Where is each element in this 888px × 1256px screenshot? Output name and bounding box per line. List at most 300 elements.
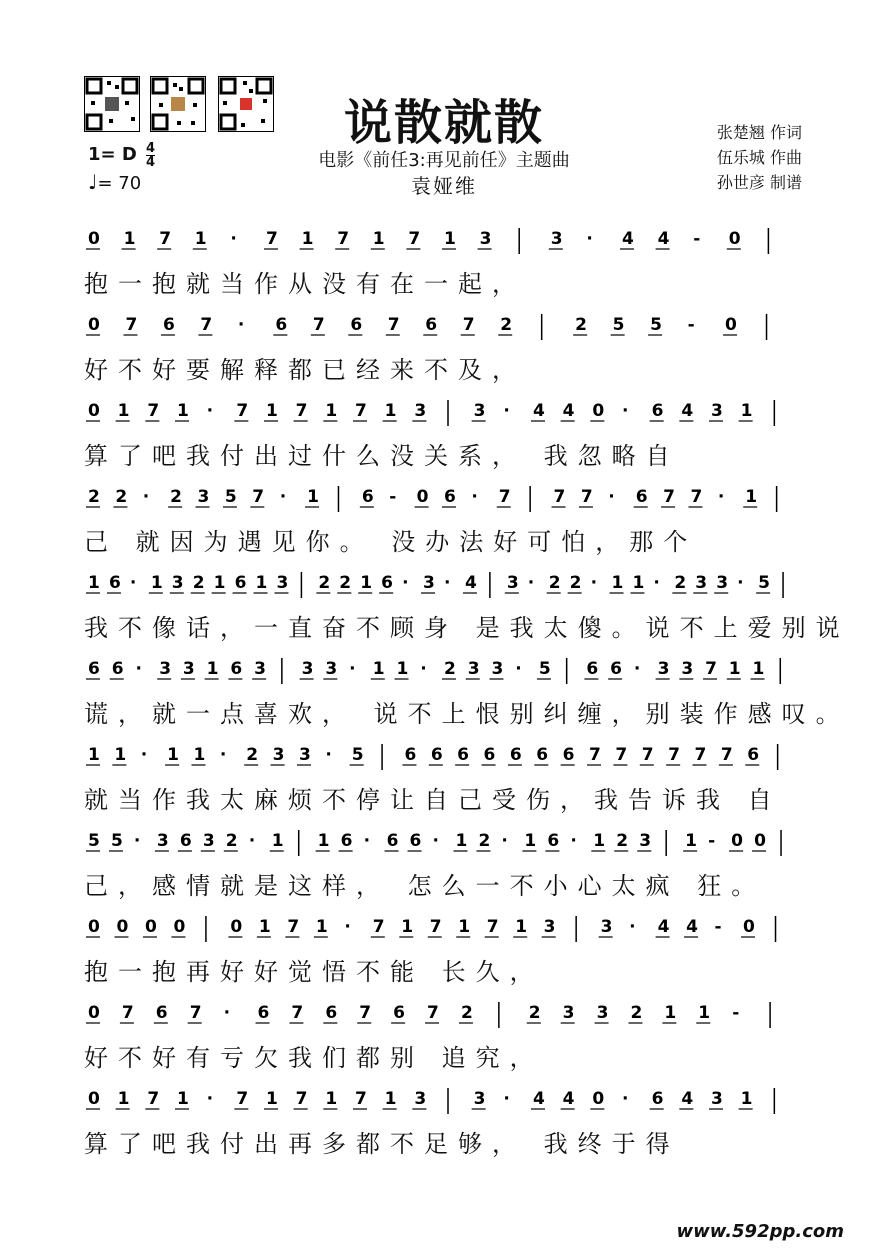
note-glyph: 7 bbox=[429, 917, 442, 937]
note-glyph: 7 bbox=[641, 745, 654, 765]
note-glyph: 3 bbox=[479, 229, 492, 249]
note-glyph: 0 bbox=[592, 401, 605, 421]
note-glyph: - bbox=[714, 917, 722, 937]
note-glyph: 1 bbox=[325, 401, 338, 421]
note-glyph: 4 bbox=[464, 573, 477, 593]
note-glyph: · bbox=[444, 573, 451, 593]
time-signature bbox=[146, 142, 155, 169]
notation-line bbox=[84, 828, 804, 862]
note-glyph: 7 bbox=[295, 401, 308, 421]
note-glyph: 3 bbox=[491, 659, 504, 679]
note-glyph: - bbox=[708, 831, 716, 851]
note-glyph: · bbox=[344, 917, 351, 937]
note-glyph: 6 bbox=[230, 659, 243, 679]
note-glyph: 6 bbox=[179, 831, 192, 851]
note-glyph: 4 bbox=[562, 401, 575, 421]
note-glyph: 3 bbox=[550, 229, 563, 249]
note-glyph: · bbox=[503, 401, 510, 421]
note-glyph: 4 bbox=[657, 917, 670, 937]
note-glyph: 1 bbox=[177, 1089, 189, 1109]
note-glyph: 3 bbox=[657, 659, 670, 679]
note-glyph: 2 bbox=[339, 573, 352, 593]
note-glyph: 6 bbox=[108, 573, 121, 593]
note-glyph: 3 bbox=[171, 573, 184, 593]
note-glyph: 0 bbox=[88, 917, 100, 937]
note-glyph: · bbox=[570, 831, 577, 851]
note-glyph: 0 bbox=[592, 1089, 605, 1109]
note-glyph: 5 bbox=[110, 831, 123, 851]
note-glyph: 7 bbox=[427, 1003, 439, 1023]
note-glyph: 2 bbox=[569, 573, 582, 593]
note-glyph: 2 bbox=[548, 573, 561, 593]
notation-line bbox=[84, 742, 804, 776]
notation-svg bbox=[84, 1086, 804, 1120]
lyric-line: 抱一抱再好好觉悟不能 长久， bbox=[84, 958, 544, 986]
note-glyph: 7 bbox=[498, 487, 511, 507]
note-glyph: 6 bbox=[234, 573, 247, 593]
note-glyph: 3 bbox=[711, 1089, 723, 1109]
score-system bbox=[84, 226, 804, 310]
note-glyph: 6 bbox=[430, 745, 443, 765]
note-glyph: · bbox=[402, 573, 409, 593]
note-glyph: 6 bbox=[610, 659, 622, 679]
note-glyph: 1 bbox=[307, 487, 319, 507]
note-glyph: 7 bbox=[355, 1089, 367, 1109]
note-glyph: 0 bbox=[725, 315, 737, 335]
note-glyph: 0 bbox=[88, 1089, 100, 1109]
note-glyph: 7 bbox=[287, 917, 300, 937]
lyricist-credit: 张楚翘 作词 bbox=[716, 123, 802, 142]
lyric-line: 谎，就一点喜欢， 说不上恨别纠缠，别装作感叹。 bbox=[84, 700, 850, 728]
note-glyph: · bbox=[608, 487, 615, 507]
note-glyph: 1 bbox=[266, 401, 278, 421]
note-glyph: 3 bbox=[414, 1089, 427, 1109]
note-glyph: 1 bbox=[396, 659, 409, 679]
note-glyph: 3 bbox=[325, 659, 338, 679]
note-glyph: 1 bbox=[664, 1003, 677, 1023]
note-glyph: 1 bbox=[271, 831, 284, 851]
note-glyph: 1 bbox=[114, 745, 127, 765]
singer-name: 袁娅维 bbox=[411, 174, 477, 198]
note-glyph: 1 bbox=[611, 573, 624, 593]
note-glyph: 1 bbox=[593, 831, 606, 851]
score-system bbox=[84, 828, 804, 912]
note-glyph: 3 bbox=[711, 401, 723, 421]
note-glyph: 7 bbox=[408, 229, 421, 249]
note-glyph: - bbox=[687, 315, 695, 335]
note-glyph: 2 bbox=[318, 573, 331, 593]
note-glyph: 6 bbox=[350, 315, 363, 335]
notation-line bbox=[84, 914, 804, 948]
note-glyph: 7 bbox=[252, 487, 265, 507]
note-glyph: 3 bbox=[301, 659, 314, 679]
score-system bbox=[84, 398, 804, 482]
note-glyph: - bbox=[732, 1003, 740, 1023]
note-glyph: 1 bbox=[194, 229, 207, 249]
note-glyph: 0 bbox=[743, 917, 755, 937]
note-glyph: 7 bbox=[295, 1089, 308, 1109]
note-glyph: 3 bbox=[716, 573, 729, 593]
note-glyph: 4 bbox=[657, 229, 670, 249]
notation-svg bbox=[84, 570, 804, 604]
note-glyph: 7 bbox=[159, 229, 172, 249]
note-glyph: 1 bbox=[384, 1089, 397, 1109]
note-glyph: · bbox=[629, 917, 636, 937]
note-glyph: 2 bbox=[528, 1003, 541, 1023]
notation-line bbox=[84, 312, 804, 346]
score-system bbox=[84, 1000, 804, 1084]
note-glyph: 2 bbox=[246, 745, 259, 765]
lyric-line: 就当作我太麻烦不停让自己受伤，我告诉我 自 bbox=[84, 786, 782, 814]
notation-line bbox=[84, 1086, 804, 1120]
note-glyph: 1 bbox=[728, 659, 741, 679]
note-glyph: 2 bbox=[225, 831, 238, 851]
note-glyph: 0 bbox=[88, 1003, 100, 1023]
note-glyph: 6 bbox=[257, 1003, 270, 1023]
note-glyph: 6 bbox=[509, 745, 522, 765]
note-glyph: · bbox=[349, 659, 356, 679]
note-glyph: 7 bbox=[486, 917, 499, 937]
note-glyph: 1 bbox=[206, 659, 219, 679]
notation-svg bbox=[84, 484, 804, 518]
arranger-credit: 孙世彦 制谱 bbox=[716, 173, 802, 192]
note-glyph: 7 bbox=[387, 315, 400, 335]
note-glyph: 6 bbox=[361, 487, 374, 507]
note-glyph: 7 bbox=[147, 1089, 160, 1109]
note-glyph: 2 bbox=[170, 487, 182, 507]
note-glyph: 3 bbox=[596, 1003, 609, 1023]
notation-line bbox=[84, 570, 804, 604]
note-glyph: · bbox=[503, 1089, 510, 1109]
note-glyph: 1 bbox=[255, 573, 268, 593]
note-glyph: - bbox=[693, 229, 701, 249]
note-glyph: 7 bbox=[337, 229, 350, 249]
notation-svg bbox=[84, 656, 804, 690]
note-glyph: 4 bbox=[681, 401, 694, 421]
note-glyph: 6 bbox=[562, 745, 575, 765]
time-sig-bottom: 4 bbox=[146, 155, 156, 170]
note-glyph: 0 bbox=[116, 917, 129, 937]
note-glyph: 0 bbox=[754, 831, 766, 851]
note-glyph: 3 bbox=[473, 1089, 486, 1109]
note-glyph: 6 bbox=[155, 1003, 168, 1023]
note-glyph: 1 bbox=[258, 917, 271, 937]
credits bbox=[717, 120, 802, 195]
score-system bbox=[84, 484, 804, 568]
note-glyph: - bbox=[389, 487, 397, 507]
note-glyph: 4 bbox=[622, 229, 634, 249]
note-glyph: 1 bbox=[88, 573, 100, 593]
note-glyph: 3 bbox=[681, 659, 694, 679]
note-glyph: 2 bbox=[674, 573, 687, 593]
note-glyph: 0 bbox=[88, 229, 100, 249]
note-glyph: 6 bbox=[325, 1003, 338, 1023]
score-system bbox=[84, 1086, 804, 1170]
note-glyph: 0 bbox=[728, 229, 741, 249]
score-system bbox=[84, 312, 804, 396]
notation-line bbox=[84, 484, 804, 518]
note-glyph: 0 bbox=[230, 917, 243, 937]
note-glyph: 5 bbox=[351, 745, 364, 765]
note-glyph: 3 bbox=[254, 659, 266, 679]
note-glyph: 2 bbox=[575, 315, 588, 335]
note-glyph: 1 bbox=[177, 401, 189, 421]
note-glyph: 1 bbox=[698, 1003, 711, 1023]
score-system bbox=[84, 570, 850, 654]
note-glyph: · bbox=[590, 573, 598, 593]
note-glyph: 1 bbox=[372, 229, 385, 249]
note-glyph: 6 bbox=[88, 659, 100, 679]
note-glyph: 6 bbox=[162, 315, 175, 335]
note-glyph: 1 bbox=[524, 831, 537, 851]
note-glyph: 1 bbox=[301, 229, 314, 249]
note-glyph: 5 bbox=[224, 487, 237, 507]
notation-svg bbox=[84, 312, 804, 346]
note-glyph: · bbox=[633, 659, 641, 679]
note-glyph: 3 bbox=[159, 659, 172, 679]
note-glyph: 7 bbox=[580, 487, 593, 507]
note-glyph: 7 bbox=[553, 487, 566, 507]
note-glyph: 1 bbox=[458, 917, 471, 937]
note-glyph: · bbox=[219, 745, 227, 765]
note-glyph: 1 bbox=[745, 487, 758, 507]
note-glyph: 1 bbox=[317, 831, 330, 851]
note-glyph: 3 bbox=[272, 745, 285, 765]
note-glyph: 0 bbox=[88, 315, 100, 335]
lyric-line: 好不好有亏欠我们都别 追究， bbox=[84, 1044, 544, 1072]
note-glyph: 7 bbox=[189, 1003, 202, 1023]
note-glyph: 3 bbox=[467, 659, 480, 679]
note-glyph: 2 bbox=[444, 659, 456, 679]
notation-svg bbox=[84, 914, 804, 948]
note-glyph: 2 bbox=[115, 487, 128, 507]
score-system bbox=[84, 914, 804, 998]
note-glyph: · bbox=[622, 1089, 629, 1109]
note-glyph: 6 bbox=[651, 1089, 664, 1109]
note-glyph: 1 bbox=[752, 659, 765, 679]
notation-line bbox=[84, 1000, 804, 1034]
note-glyph: · bbox=[325, 745, 332, 765]
note-glyph: 7 bbox=[266, 229, 278, 249]
note-glyph: 6 bbox=[547, 831, 560, 851]
notation-line bbox=[84, 226, 804, 260]
note-glyph: 1 bbox=[685, 831, 698, 851]
note-glyph: 1 bbox=[117, 1089, 130, 1109]
note-glyph: 7 bbox=[355, 401, 367, 421]
note-glyph: 1 bbox=[740, 1089, 753, 1109]
site-watermark: www.592pp.com bbox=[676, 1221, 844, 1242]
note-glyph: 2 bbox=[630, 1003, 643, 1023]
note-glyph: 3 bbox=[639, 831, 652, 851]
note-glyph: 7 bbox=[705, 659, 717, 679]
note-glyph: · bbox=[140, 745, 148, 765]
lyric-line: 己 就因为遇见你。 没办法好可怕，那个 bbox=[84, 528, 698, 556]
note-glyph: · bbox=[737, 573, 744, 593]
note-glyph: 6 bbox=[425, 315, 438, 335]
key-signature: 1= D bbox=[88, 144, 137, 165]
note-glyph: 2 bbox=[88, 487, 100, 507]
note-glyph: 6 bbox=[386, 831, 399, 851]
note-glyph: 6 bbox=[409, 831, 422, 851]
note-glyph: 7 bbox=[462, 315, 475, 335]
note-glyph: · bbox=[653, 573, 660, 593]
note-glyph: 7 bbox=[668, 745, 680, 765]
note-glyph: 0 bbox=[88, 401, 100, 421]
notation-svg bbox=[84, 1000, 804, 1034]
note-glyph: · bbox=[363, 831, 371, 851]
note-glyph: 6 bbox=[651, 401, 664, 421]
note-glyph: 7 bbox=[720, 745, 733, 765]
note-glyph: 4 bbox=[686, 917, 698, 937]
note-glyph: 3 bbox=[156, 831, 169, 851]
note-glyph: 7 bbox=[312, 315, 325, 335]
note-glyph: 7 bbox=[694, 745, 707, 765]
note-glyph: 5 bbox=[538, 659, 551, 679]
notation-svg bbox=[84, 226, 804, 260]
note-glyph: 0 bbox=[416, 487, 429, 507]
score-system bbox=[84, 656, 850, 740]
note-glyph: 5 bbox=[88, 831, 100, 851]
notation-line bbox=[84, 656, 804, 690]
notation-line bbox=[84, 398, 804, 432]
tempo-marking bbox=[88, 170, 141, 194]
note-glyph: · bbox=[230, 229, 237, 249]
note-glyph: 7 bbox=[147, 401, 160, 421]
note-glyph: · bbox=[501, 831, 508, 851]
note-glyph: 4 bbox=[533, 401, 545, 421]
note-glyph: 1 bbox=[123, 229, 136, 249]
note-glyph: 6 bbox=[393, 1003, 405, 1023]
song-title: 说散就散 bbox=[343, 95, 544, 151]
note-glyph: 2 bbox=[460, 1003, 473, 1023]
note-glyph: · bbox=[420, 659, 427, 679]
lyric-line: 算了吧我付出过什么没关系， 我忽略自 bbox=[84, 442, 680, 470]
notation-svg bbox=[84, 742, 804, 776]
note-glyph: 7 bbox=[236, 401, 249, 421]
lyric-line: 好不好要解释都已经来不及， bbox=[84, 356, 526, 384]
note-glyph: 3 bbox=[182, 659, 195, 679]
note-glyph: 1 bbox=[325, 1089, 338, 1109]
time-sig-top: 4 bbox=[146, 141, 156, 156]
note-glyph: 6 bbox=[444, 487, 456, 507]
note-glyph: 2 bbox=[478, 831, 491, 851]
note-glyph: 3 bbox=[414, 401, 427, 421]
note-glyph: · bbox=[223, 1003, 231, 1023]
note-glyph: · bbox=[586, 229, 593, 249]
note-glyph: · bbox=[237, 315, 245, 335]
lyric-line: 己，感情就是这样， 怎么一不小心太疯 狂。 bbox=[84, 872, 766, 900]
note-glyph: 6 bbox=[536, 745, 549, 765]
note-glyph: · bbox=[717, 487, 725, 507]
notation-svg bbox=[84, 828, 804, 862]
lyric-line: 抱一抱就当作从没有在一起， bbox=[84, 270, 526, 298]
note-glyph: · bbox=[142, 487, 150, 507]
note-glyph: 4 bbox=[533, 1089, 545, 1109]
note-glyph: · bbox=[515, 659, 522, 679]
note-glyph: 7 bbox=[690, 487, 703, 507]
note-glyph: 7 bbox=[663, 487, 675, 507]
note-glyph: 1 bbox=[444, 229, 456, 249]
note-glyph: 1 bbox=[372, 659, 385, 679]
note-glyph: 1 bbox=[88, 745, 100, 765]
tempo-value: = 70 bbox=[97, 173, 142, 194]
composer-credit: 伍乐城 作曲 bbox=[716, 148, 802, 167]
note-glyph: 3 bbox=[695, 573, 708, 593]
note-glyph: 6 bbox=[340, 831, 353, 851]
note-glyph: 0 bbox=[731, 831, 743, 851]
note-glyph: 1 bbox=[167, 745, 179, 765]
notation-svg bbox=[84, 398, 804, 432]
note-glyph: · bbox=[129, 573, 137, 593]
note-glyph: 7 bbox=[359, 1003, 372, 1023]
note-glyph: 3 bbox=[202, 831, 215, 851]
note-glyph: · bbox=[248, 831, 256, 851]
note-glyph: 6 bbox=[111, 659, 124, 679]
note-glyph: 2 bbox=[616, 831, 629, 851]
note-glyph: 7 bbox=[121, 1003, 134, 1023]
lyric-line: 算了吧我付出再多都不足够， 我终于得 bbox=[84, 1130, 680, 1158]
note-glyph: 7 bbox=[291, 1003, 304, 1023]
note-glyph: 6 bbox=[586, 659, 599, 679]
lyric-line: 我不像话，一直奋不顾身 是我太傻。说不上爱别说 bbox=[84, 614, 850, 642]
note-glyph: 5 bbox=[758, 573, 770, 593]
note-glyph: 2 bbox=[500, 315, 513, 335]
note-glyph: 1 bbox=[401, 917, 414, 937]
note-glyph: · bbox=[133, 831, 141, 851]
note-glyph: 7 bbox=[372, 917, 385, 937]
note-glyph: 7 bbox=[615, 745, 628, 765]
note-glyph: 6 bbox=[275, 315, 288, 335]
note-glyph: · bbox=[206, 401, 214, 421]
note-glyph: 6 bbox=[381, 573, 394, 593]
song-subtitle: 电影《前任3:再见前任》主题曲 bbox=[318, 150, 570, 171]
note-glyph: 1 bbox=[384, 401, 397, 421]
note-glyph: 7 bbox=[589, 745, 601, 765]
note-glyph: 1 bbox=[315, 917, 328, 937]
score-system bbox=[84, 742, 804, 826]
note-glyph: 6 bbox=[483, 745, 496, 765]
note-glyph: 4 bbox=[681, 1089, 694, 1109]
note-glyph: · bbox=[432, 831, 439, 851]
note-glyph: 3 bbox=[543, 917, 556, 937]
note-glyph: 1 bbox=[213, 573, 226, 593]
note-glyph: 7 bbox=[236, 1089, 249, 1109]
note-glyph: 3 bbox=[276, 573, 289, 593]
note-glyph: 1 bbox=[193, 745, 206, 765]
note-glyph: 6 bbox=[457, 745, 470, 765]
note-glyph: · bbox=[527, 573, 535, 593]
note-glyph: 0 bbox=[144, 917, 157, 937]
note-glyph: 3 bbox=[473, 401, 486, 421]
note-glyph: 3 bbox=[197, 487, 210, 507]
note-glyph: · bbox=[206, 1089, 214, 1109]
note-glyph: 7 bbox=[200, 315, 213, 335]
note-glyph: 1 bbox=[455, 831, 468, 851]
note-glyph: 1 bbox=[515, 917, 528, 937]
note-glyph: 1 bbox=[117, 401, 130, 421]
note-glyph: · bbox=[622, 401, 629, 421]
note-glyph: 1 bbox=[740, 401, 753, 421]
note-glyph: 6 bbox=[747, 745, 760, 765]
note-glyph: 3 bbox=[298, 745, 311, 765]
note-glyph: 1 bbox=[150, 573, 163, 593]
note-glyph: 1 bbox=[360, 573, 373, 593]
note-glyph: 3 bbox=[423, 573, 435, 593]
quarter-note-icon: ♩ bbox=[88, 170, 98, 194]
note-glyph: 0 bbox=[173, 917, 186, 937]
note-glyph: 5 bbox=[650, 315, 662, 335]
note-glyph: 3 bbox=[600, 917, 613, 937]
